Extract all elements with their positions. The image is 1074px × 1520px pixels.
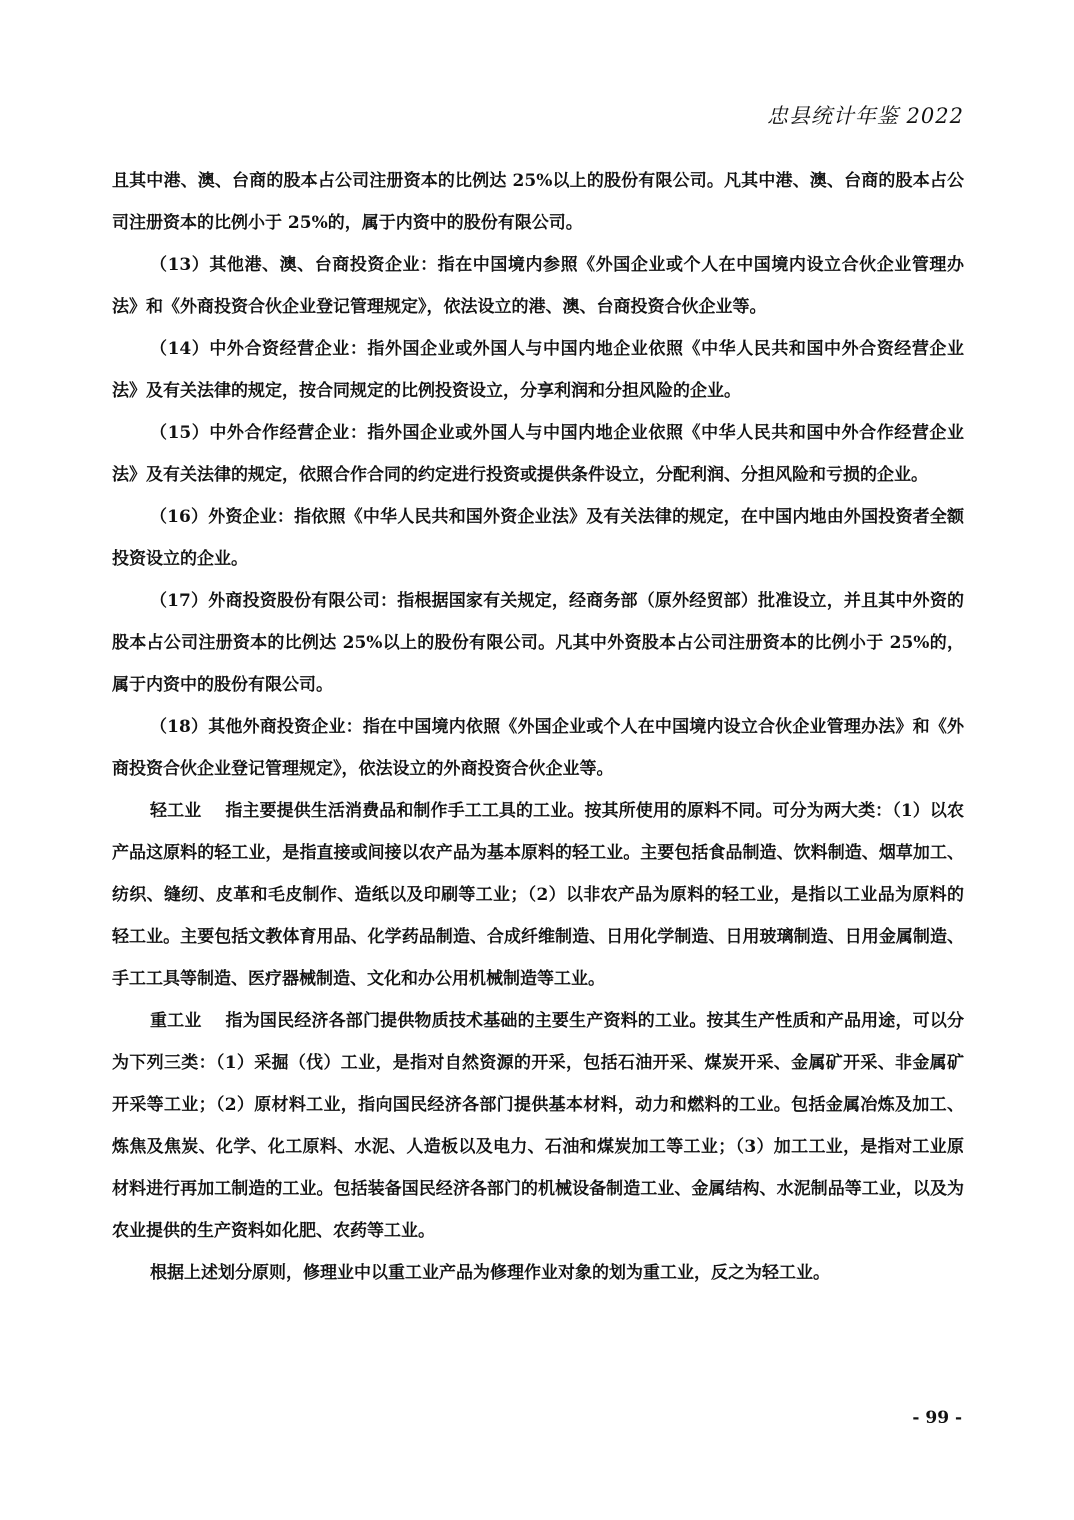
page-number: - 99 - bbox=[912, 1408, 962, 1428]
definition-light-industry: 指主要提供生活消费品和制作手工工具的工业。按其所使用的原料不同。可分为两大类：（1）以农产品这原料的轻工业，是指直接或间接以农产品为基本原料的轻工业。主要包括食品制造、饮料制造、烟草加工、纺织、缝纫、皮革和毛皮制作、造纸以及印刷等工业；（2）以非农产品为原料的轻工业，是指以工业品为原料的轻工业。主要包括文教体育用品、化学药品制造、合成纤维制造、日用化学制造、日用玻璃制造、日用金属制造、手工工具等制造、医疗器械制造、文化和办公用机械制造等工业。 bbox=[112, 801, 965, 989]
paragraph-classification-rule: 根据上述划分原则，修理业中以重工业产品为修理作业对象的划为重工业，反之为轻工业。 bbox=[150, 1263, 830, 1283]
term-light-industry: 轻工业 bbox=[150, 801, 202, 821]
term-heavy-industry: 重工业 bbox=[150, 1011, 202, 1031]
running-header: 忠县统计年鉴 2022 bbox=[766, 104, 964, 128]
header-rule bbox=[112, 140, 964, 141]
paragraph-item-13: （13）其他港、澳、台商投资企业：指在中国境内参照《外国企业或个人在中国境内设立合伙企业管理办法》和《外商投资合伙企业登记管理规定》，依法设立的港、澳、台商投资合伙企业等。 bbox=[112, 255, 964, 317]
paragraph-light-industry bbox=[112, 790, 964, 1000]
paragraph-item-14: （14）中外合资经营企业：指外国企业或外国人与中国内地企业依照《中华人民共和国中外合资经营企业法》及有关法律的规定，按合同规定的比例投资设立，分享利润和分担风险的企业。 bbox=[112, 339, 964, 401]
paragraph-heavy-industry bbox=[112, 1000, 964, 1252]
body-text bbox=[112, 160, 964, 1294]
paragraph-item-18: （18）其他外商投资企业：指在中国境内依照《外国企业或个人在中国境内设立合伙企业管理办法》和《外商投资合伙企业登记管理规定》，依法设立的外商投资合伙企业等。 bbox=[112, 717, 964, 779]
paragraph-item-17: （17）外商投资股份有限公司：指根据国家有关规定，经商务部（原外经贸部）批准设立，并且其中外资的股本占公司注册资本的比例达 25%以上的股份有限公司。凡其中外资股本占公司注册资本的比例小于 25%的，属于内资中的股份有限公司。 bbox=[112, 591, 964, 695]
definition-heavy-industry: 指为国民经济各部门提供物质技术基础的主要生产资料的工业。按其生产性质和产品用途，可以分为下列三类：（1）采掘（伐）工业，是指对自然资源的开采，包括石油开采、煤炭开采、金属矿开采、非金属矿开采等工业；（2）原材料工业，指向国民经济各部门提供基本材料，动力和燃料的工业。包括金属冶炼及加工、炼焦及焦炭、化学、化工原料、水泥、人造板以及电力、石油和煤炭加工等工业；（3）加工工业，是指对工业原材料进行再加工制造的工业。包括装备国民经济各部门的机械设备制造工业、金属结构、水泥制品等工业，以及为农业提供的生产资料如化肥、农药等工业。 bbox=[112, 1011, 965, 1241]
paragraph-item-15: （15）中外合作经营企业：指外国企业或外国人与中国内地企业依照《中华人民共和国中外合作经营企业法》及有关法律的规定，依照合作合同的约定进行投资或提供条件设立，分配利润、分担风险和亏损的企业。 bbox=[112, 423, 964, 485]
paragraph-item-16: （16）外资企业：指依照《中华人民共和国外资企业法》及有关法律的规定，在中国内地由外国投资者全额投资设立的企业。 bbox=[112, 507, 964, 569]
paragraph-continuation: 且其中港、澳、台商的股本占公司注册资本的比例达 25%以上的股份有限公司。凡其中港、澳、台商的股本占公司注册资本的比例小于 25%的，属于内资中的股份有限公司。 bbox=[112, 171, 964, 233]
